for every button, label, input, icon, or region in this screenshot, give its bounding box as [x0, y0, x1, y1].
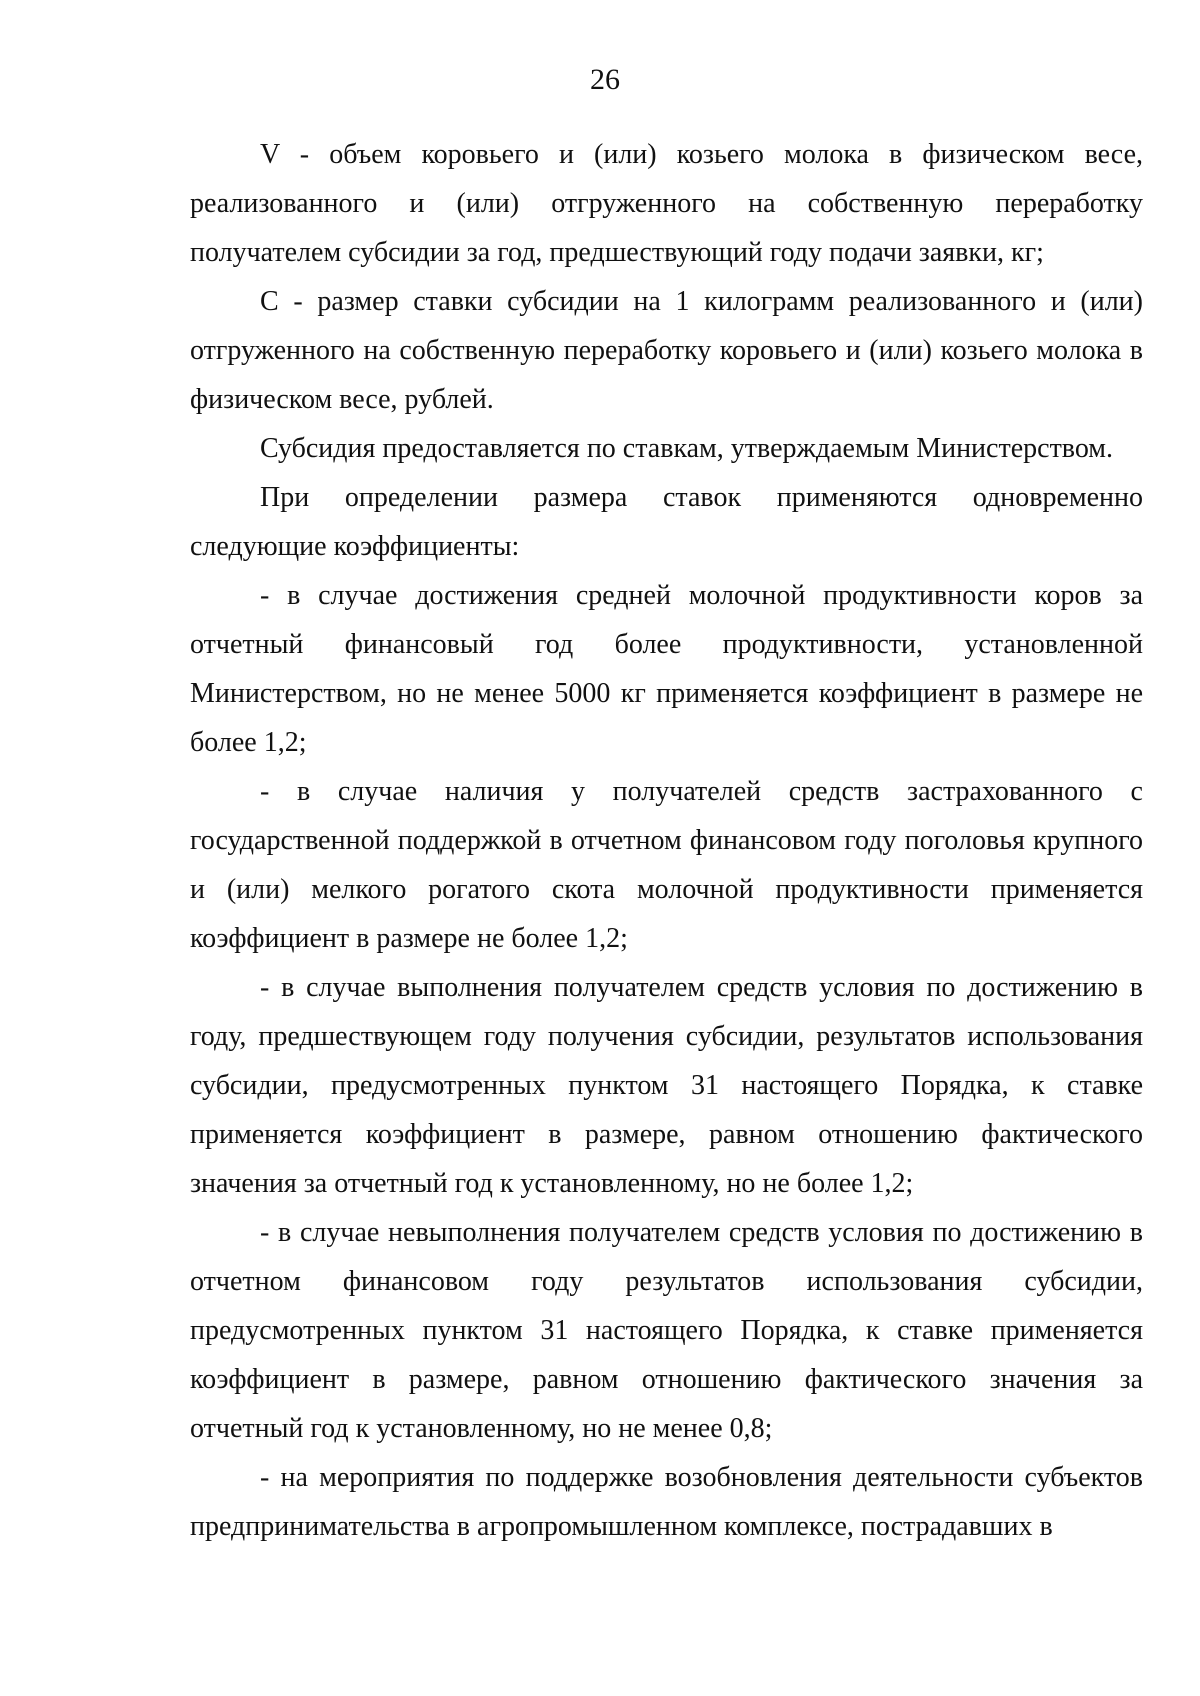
paragraph-fulfillment-coefficient: - в случае выполнения получателем средств условия по достижению в году, предшествующем году получения субсидии, результатов использования субсидии, предусмотренных пунктом 31 настоящего Порядка, к ставке применяется коэффициент в размере, равном отношению фактического значения за отчетный год к установленному, но не более 1,2;	[190, 972, 1143, 1199]
paragraph-rates: Субсидия предоставляется по ставкам, утверждаемым Министерством.	[260, 433, 1114, 464]
paragraph-productivity-coefficient: - в случае достижения средней молочной продуктивности коров за отчетный финансовый год более продуктивности, установленной Министерством, но не менее 5000 кг применяется коэффициент в размере не более 1,2;	[190, 580, 1143, 758]
paragraph-restoration-measures: - на мероприятия по поддержке возобновления деятельности субъектов предпринимательства в агропромышленном комплексе, пострадавших в	[190, 1462, 1143, 1542]
page-number: 26	[590, 63, 620, 96]
paragraph-insurance-coefficient: - в случае наличия у получателей средств застрахованного с государственной поддержкой в отчетном финансовом году поголовья крупного и (или) мелкого рогатого скота молочной продуктивности применяется коэффициент в размере не более 1,2;	[190, 776, 1143, 954]
document-body	[190, 130, 1143, 1551]
paragraph-coefficients-intro: При определении размера ставок применяются одновременно следующие коэффициенты:	[190, 482, 1143, 562]
paragraph-c-definition: С - размер ставки субсидии на 1 килограмм реализованного и (или) отгруженного на собственную переработку коровьего и (или) козьего молока в физическом весе, рублей.	[190, 286, 1143, 415]
paragraph-nonfulfillment-coefficient: - в случае невыполнения получателем средств условия по достижению в отчетном финансовом году результатов использования субсидии, предусмотренных пунктом 31 настоящего Порядка, к ставке применяется коэффициент в размере, равном отношению фактического значения за отчетный год к установленному, но не менее 0,8;	[190, 1217, 1143, 1444]
paragraph-v-definition: V - объем коровьего и (или) козьего молока в физическом весе, реализованного и (или) отгруженного на собственную переработку получателем субсидии за год, предшествующий году подачи заявки, кг;	[190, 139, 1143, 268]
